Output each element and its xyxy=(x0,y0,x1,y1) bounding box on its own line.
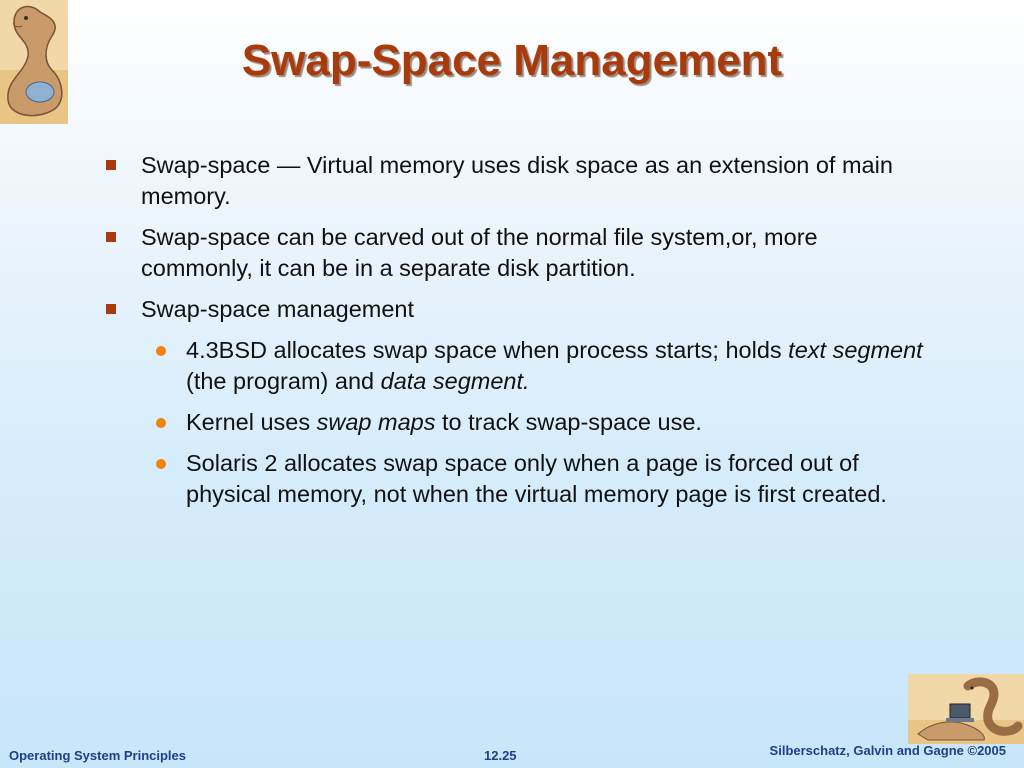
bullet-item xyxy=(100,294,930,325)
circle-bullet-icon xyxy=(156,418,166,428)
bullet-item xyxy=(100,150,930,212)
bullet-text: Swap-space — Virtual memory uses disk space as an extension of main memory. xyxy=(141,152,893,209)
slide-content xyxy=(100,150,930,520)
circle-bullet-icon xyxy=(156,459,166,469)
square-bullet-icon xyxy=(106,160,116,170)
sub-bullet-text: Solaris 2 allocates swap space only when a page is forced out of physical memory, not when the virtual memory page is first created. xyxy=(186,450,887,507)
sub-bullet-item xyxy=(100,335,930,397)
dinosaur-laptop-logo-icon xyxy=(908,674,1024,744)
sub-bullet-text: Kernel uses swap maps to track swap-space use. xyxy=(186,409,702,435)
footer-course-title: Operating System Principles xyxy=(9,748,187,763)
sub-bullet-text: 4.3BSD allocates swap space when process starts; holds text segment (the program) and data segment. xyxy=(186,337,923,394)
square-bullet-icon xyxy=(106,232,116,242)
square-bullet-icon xyxy=(106,304,116,314)
bullet-item xyxy=(100,222,930,284)
sub-bullet-item xyxy=(100,407,930,438)
footer-authors: Silberschatz, Galvin and Gagne ©2005 xyxy=(769,743,1006,758)
footer-slide-number: 12.25 xyxy=(484,748,517,763)
circle-bullet-icon xyxy=(156,346,166,356)
slide-title: Swap-Space Management xyxy=(241,36,783,85)
sub-bullet-item xyxy=(100,448,930,510)
bullet-text: Swap-space management xyxy=(141,296,415,322)
bullet-text: Swap-space can be carved out of the normal file system,or, more commonly, it can be in a separate disk partition. xyxy=(141,224,818,281)
